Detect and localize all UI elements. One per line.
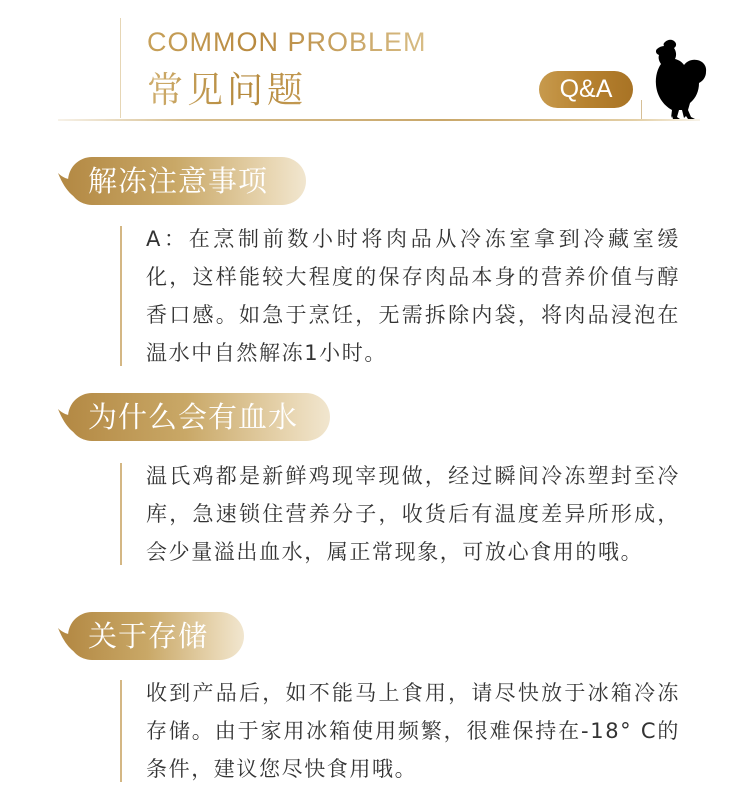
answer-text: 收到产品后，如不能马上食用，请尽快放于冰箱冷冻存储。由于家用冰箱使用频繁，很难保持在-18° C的条件，建议您尽快食用哦。	[146, 681, 680, 781]
answer-accent-bar	[120, 226, 122, 366]
answer-text: A：在烹制前数小时将肉品从冷冻室拿到冷藏室缓化，这样能较大程度的保存肉品本身的营养价值与醇香口感。如急于烹饪，无需拆除内袋，将肉品浸泡在温水中自然解冻1小时。	[146, 227, 680, 365]
answer-text: 温氏鸡都是新鲜鸡现宰现做，经过瞬间冷冻塑封至冷库，急速锁住营养分子，收货后有温度差异所形成，会少量溢出血水，属正常现象，可放心食用的哦。	[146, 464, 680, 564]
answer-block-thawing	[120, 220, 680, 372]
answer-accent-bar	[120, 463, 122, 565]
header-divider-horizontal	[58, 119, 700, 121]
section-tag-storage	[58, 612, 244, 660]
page-header	[0, 0, 750, 125]
rooster-silhouette-icon	[646, 38, 708, 122]
header-divider-short	[641, 100, 642, 119]
header-divider-vertical	[120, 18, 121, 118]
section-title: 为什么会有血水	[88, 400, 299, 434]
answer-block-storage	[120, 674, 680, 788]
header-title-en: COMMON PROBLEM	[147, 27, 427, 57]
section-title: 关于存储	[88, 619, 209, 653]
header-title-cn: 常见问题	[147, 62, 307, 113]
qa-badge: Q&A	[539, 71, 633, 108]
section-title: 解冻注意事项	[88, 164, 269, 198]
answer-block-blood-water	[120, 457, 680, 571]
section-tag-thawing	[58, 157, 306, 205]
section-tag-blood-water	[58, 393, 330, 441]
answer-accent-bar	[120, 680, 122, 782]
